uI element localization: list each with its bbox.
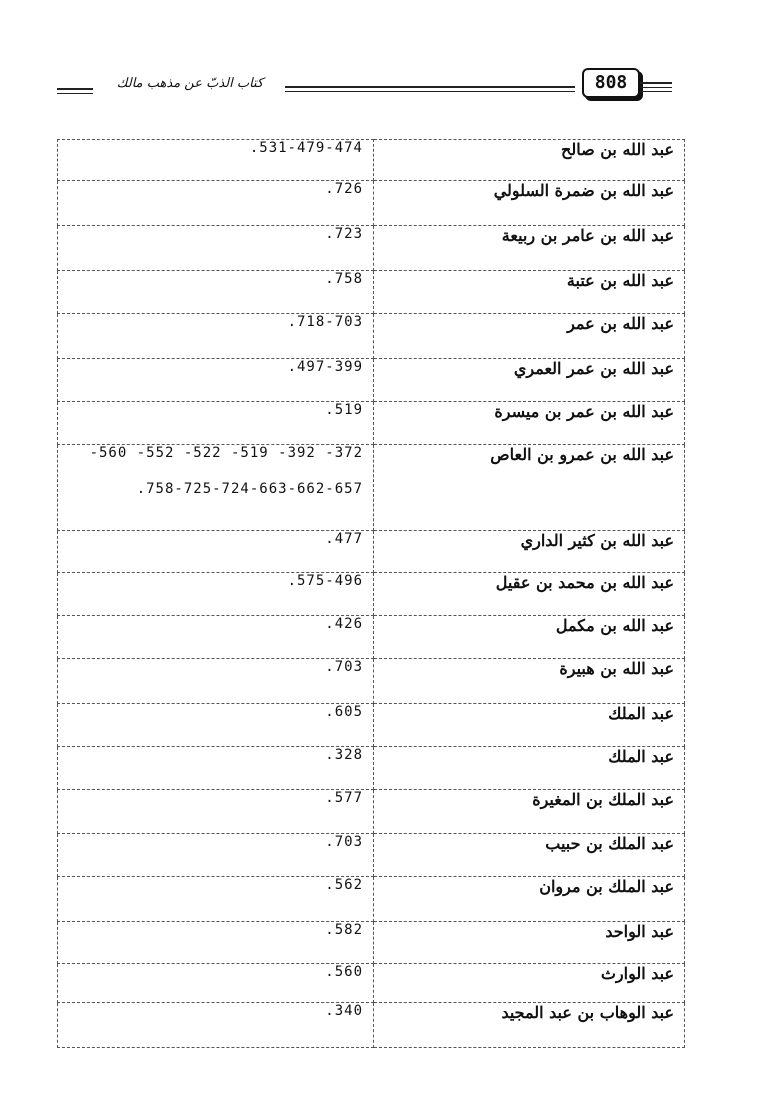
table-row (58, 964, 685, 1003)
table-row (58, 616, 685, 659)
header-rule-left (57, 88, 93, 97)
person-name: عبد الله بن هبيرة (374, 659, 685, 704)
person-name: عبد الله بن كثير الداري (374, 531, 685, 573)
page-references (58, 790, 374, 834)
page-references (58, 834, 374, 877)
page-reference-line: .560 (325, 964, 363, 980)
person-name: عبد الله بن عمر بن ميسرة (374, 402, 685, 445)
page-references (58, 140, 374, 181)
page-reference-line: .723 (325, 226, 363, 242)
table-row (58, 573, 685, 616)
person-name: عبد الملك بن حبيب (374, 834, 685, 877)
person-name: عبد الله بن عامر بن ربيعة (374, 226, 685, 271)
person-name: عبد الله بن مكمل (374, 616, 685, 659)
page-header (0, 62, 761, 112)
table-row (58, 877, 685, 922)
person-name: عبد الله بن صالح (374, 140, 685, 181)
table-row (58, 659, 685, 704)
table-row (58, 747, 685, 790)
page-reference-line: .519 (325, 402, 363, 418)
page-references (58, 659, 374, 704)
page-references (58, 181, 374, 226)
page-references (58, 964, 374, 1003)
person-name: عبد الملك (374, 704, 685, 747)
page-references (58, 704, 374, 747)
page-references (58, 271, 374, 314)
table-row (58, 834, 685, 877)
page-references (58, 1003, 374, 1048)
page-reference-line: .582 (325, 922, 363, 938)
person-name: عبد الملك (374, 747, 685, 790)
page-reference-line: .497-399 (287, 359, 363, 375)
page-references (58, 531, 374, 573)
person-name: عبد الواحد (374, 922, 685, 964)
page-reference-line: .703 (325, 834, 363, 850)
table-row (58, 922, 685, 964)
running-title: كتاب الذبّ عن مذهب مالك (116, 76, 264, 91)
person-name: عبد الله بن عمرو بن العاص (374, 445, 685, 531)
table-row (58, 790, 685, 834)
page-references (58, 747, 374, 790)
page-references (58, 573, 374, 616)
page-references (58, 877, 374, 922)
page-reference-line: .562 (325, 877, 363, 893)
table-row (58, 226, 685, 271)
person-name: عبد الوارث (374, 964, 685, 1003)
page-reference-line: .718-703 (287, 314, 363, 330)
page-reference-line: .703 (325, 659, 363, 675)
page-reference-line: .575-496 (287, 573, 363, 589)
page-reference-line: .328 (325, 747, 363, 763)
person-name: عبد الله بن عمر (374, 314, 685, 359)
page-references (58, 402, 374, 445)
table-row (58, 314, 685, 359)
page-reference-line: .577 (325, 790, 363, 806)
page-references (58, 922, 374, 964)
table-row (58, 359, 685, 402)
person-name: عبد الملك بن المغيرة (374, 790, 685, 834)
table-row (58, 531, 685, 573)
table-row (58, 445, 685, 531)
person-name: عبد الملك بن مروان (374, 877, 685, 922)
page-reference-line: .531-479-474 (249, 140, 363, 156)
table-row (58, 402, 685, 445)
page-reference-line: .477 (325, 531, 363, 547)
page-reference-line: -560 -552 -522 -519 -392 -372 (89, 445, 363, 461)
person-name: عبد الله بن عمر العمري (374, 359, 685, 402)
header-rule-right (640, 82, 672, 95)
page-references (58, 445, 374, 531)
table-row (58, 181, 685, 226)
page-reference-line: .726 (325, 181, 363, 197)
header-rule-middle (285, 86, 575, 95)
page-reference-line: .758 (325, 271, 363, 287)
page-references (58, 359, 374, 402)
page-reference-line: .758-725-724-663-662-657 (136, 481, 363, 497)
table-row (58, 1003, 685, 1048)
page-references (58, 226, 374, 271)
name-index-table (57, 139, 685, 1048)
page-references (58, 314, 374, 359)
table-row (58, 140, 685, 181)
person-name: عبد الله بن محمد بن عقيل (374, 573, 685, 616)
person-name: عبد الله بن ضمرة السلولي (374, 181, 685, 226)
table-row (58, 271, 685, 314)
page-references (58, 616, 374, 659)
person-name: عبد الوهاب بن عبد المجيد (374, 1003, 685, 1048)
person-name: عبد الله بن عتبة (374, 271, 685, 314)
page-reference-line: .426 (325, 616, 363, 632)
page-reference-line: .605 (325, 704, 363, 720)
table-row (58, 704, 685, 747)
page-number: 808 (582, 68, 640, 98)
page-reference-line: .340 (325, 1003, 363, 1019)
